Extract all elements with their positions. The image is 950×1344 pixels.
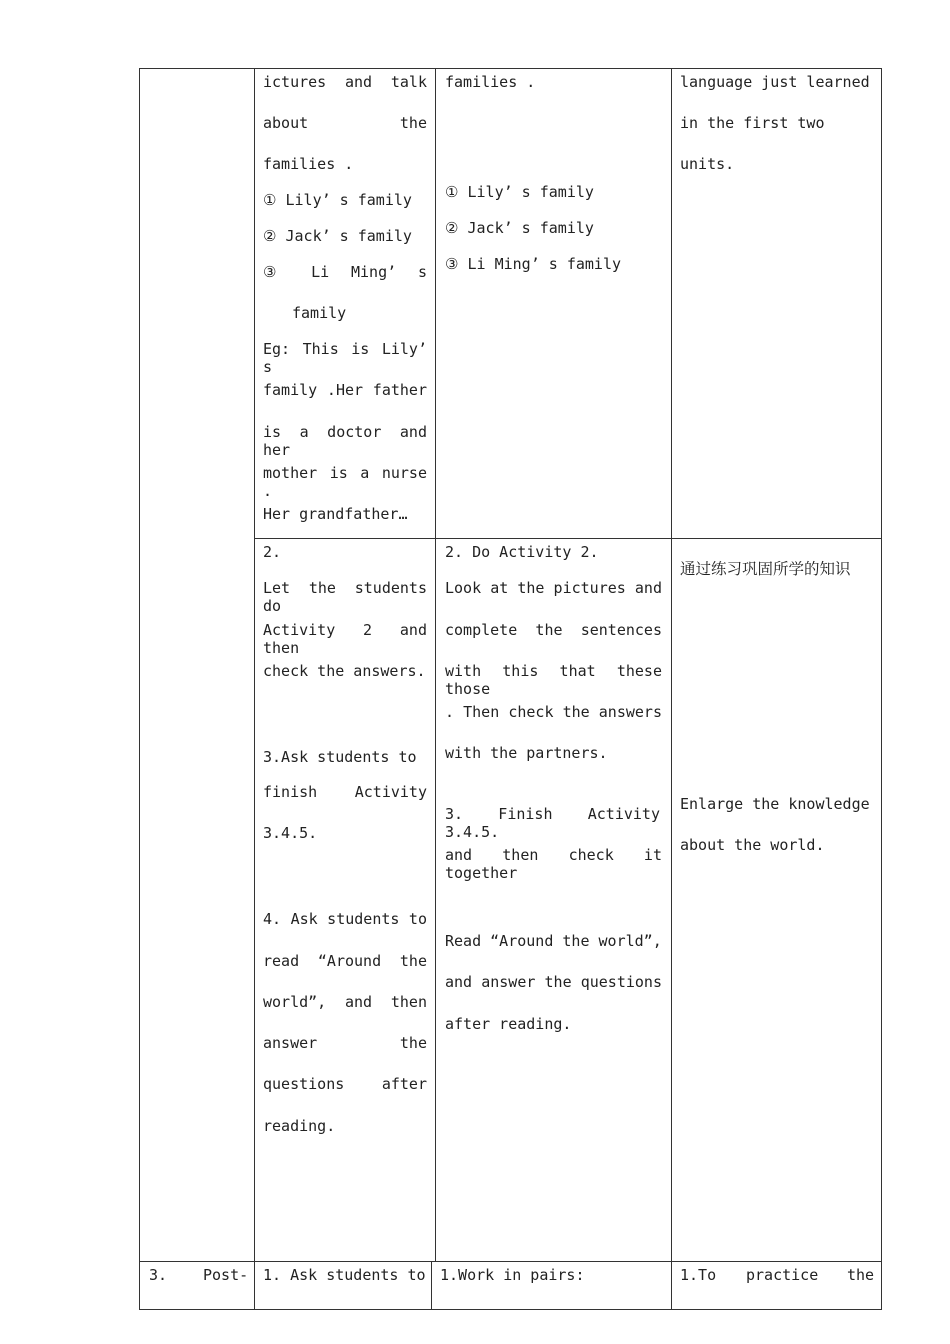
row2-student-line: after reading. — [445, 1015, 572, 1033]
row3-stage-number: 3. — [149, 1266, 168, 1284]
row2-purpose-line: 通过练习巩固所学的知识 — [680, 560, 851, 578]
row2-student-line: 2. Do Activity 2. — [445, 543, 599, 561]
row2-student-line: and then check it together — [445, 846, 662, 882]
row2-teacher-line: world”, and then — [263, 993, 427, 1011]
row1-student-line: ① Lily’ s family — [445, 183, 594, 201]
row2-teacher-line: 3.Ask students to — [263, 748, 417, 766]
row1-student-line: ② Jack’ s family — [445, 219, 594, 237]
row2-student-line: with this that these those — [445, 662, 662, 698]
row2-purpose-line: Enlarge the knowledge — [680, 795, 870, 813]
row1-teacher-line: family .Her father — [263, 381, 427, 399]
row1-teacher-line: Eg: This is Lily’ s — [263, 340, 427, 376]
row1-purpose-line: in the first two — [680, 114, 825, 132]
row2-teacher-line: read “Around the — [263, 952, 427, 970]
table-border-left — [139, 68, 140, 1310]
row1-teacher-line: about the — [263, 114, 427, 132]
row1-teacher-line: Her grandfather… — [263, 505, 408, 523]
row1-teacher-line: family — [292, 304, 347, 322]
row2-student-line: with the partners. — [445, 744, 608, 762]
row1-teacher-line: is a doctor and her — [263, 423, 427, 459]
row1-student-line: families . — [445, 73, 536, 91]
row2-student-line: Read “Around the world”, — [445, 932, 662, 950]
column-divider-2b — [431, 1261, 432, 1310]
row1-teacher-line: ① Lily’ s family — [263, 191, 412, 209]
row2-student-line: . Then check the answers — [445, 703, 662, 721]
row2-student-line: Look at the pictures and — [445, 579, 662, 597]
row1-teacher-line: ictures and talk — [263, 73, 427, 91]
row2-teacher-line: reading. — [263, 1117, 336, 1135]
row2-teacher-line: Let the students do — [263, 579, 427, 615]
table-border-right — [881, 68, 882, 1310]
table-border-top — [139, 68, 882, 69]
row2-student-line: complete the sentences — [445, 621, 662, 639]
row-divider-1 — [254, 538, 882, 539]
row1-teacher-line: families . — [263, 155, 354, 173]
row3-stage-label: Post- — [203, 1266, 249, 1284]
row2-teacher-line: 3.4.5. — [263, 824, 318, 842]
row1-teacher-line: ② Jack’ s family — [263, 227, 412, 245]
row2-teacher-line: check the answers. — [263, 662, 426, 680]
row2-teacher-line: questions after — [263, 1075, 427, 1093]
row2-teacher-line: Activity 2 and then — [263, 621, 427, 657]
row3-teacher-line: 1. Ask students to — [263, 1266, 426, 1284]
row1-purpose-line: language just learned — [680, 73, 870, 91]
row2-student-line: 3. Finish Activity 3.4.5. — [445, 805, 660, 841]
row1-teacher-line: mother is a nurse . — [263, 464, 427, 500]
row3-student-line: 1.Work in pairs: — [440, 1266, 585, 1284]
column-divider-1 — [254, 68, 255, 1310]
column-divider-3 — [671, 68, 672, 1310]
row1-purpose-line: units. — [680, 155, 735, 173]
row2-teacher-line: 4. Ask students to — [263, 910, 427, 928]
row2-teacher-line: 2. — [263, 543, 282, 561]
row1-teacher-line: ③ Li Ming’ s — [263, 263, 427, 281]
table-border-bottom — [139, 1309, 882, 1310]
row3-purpose-word: the — [847, 1266, 875, 1284]
row2-teacher-line: finish Activity — [263, 783, 427, 801]
row-divider-2 — [139, 1261, 882, 1262]
row2-purpose-line: about the world. — [680, 836, 825, 854]
row3-purpose-word: 1.To — [680, 1266, 717, 1284]
row3-purpose-word: practice — [746, 1266, 819, 1284]
row2-student-line: and answer the questions — [445, 973, 662, 991]
row1-student-line: ③ Li Ming’ s family — [445, 255, 622, 273]
column-divider-2a — [435, 68, 436, 1261]
row2-teacher-line: answer the — [263, 1034, 427, 1052]
